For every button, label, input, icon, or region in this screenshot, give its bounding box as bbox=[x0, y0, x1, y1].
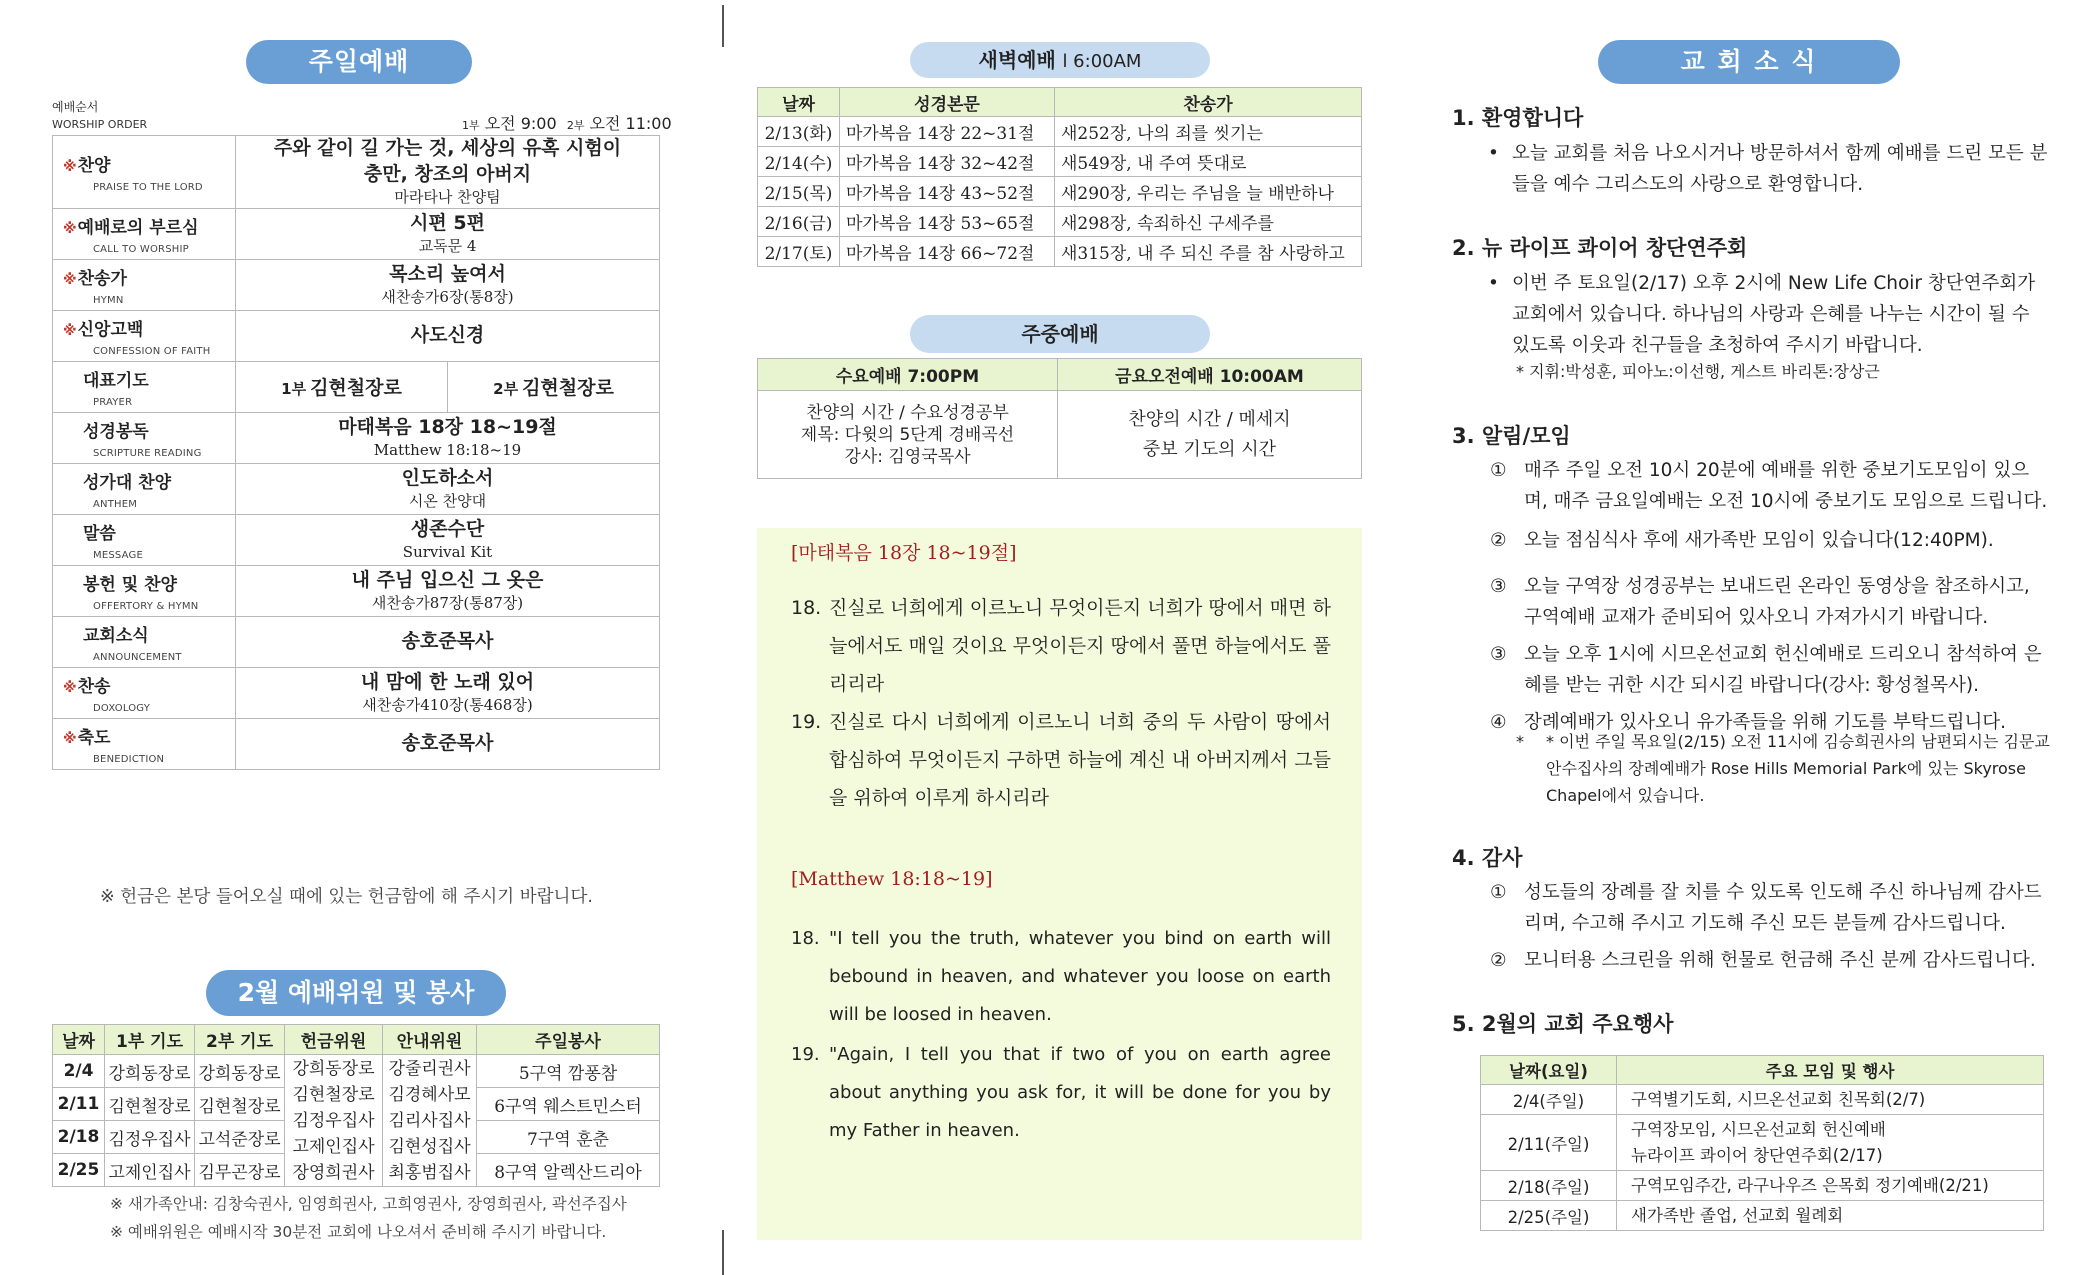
worship-order-table bbox=[52, 135, 660, 770]
worship-item-main: 송호준목사 bbox=[401, 731, 494, 754]
servants-date: 2/11 bbox=[53, 1088, 105, 1121]
prayer-leader: 김현철장로 bbox=[522, 377, 614, 400]
worship-order-row bbox=[53, 412, 660, 463]
worship-item-ko-text: 찬송가 bbox=[77, 268, 127, 289]
time-1: 오전 9:00 bbox=[484, 114, 557, 133]
usher-member: 김리사집사 bbox=[388, 1110, 471, 1131]
time-2: 오전 11:00 bbox=[589, 114, 672, 133]
events-description bbox=[1617, 1085, 2044, 1115]
dawn-passage: 마가복음 14장 53~65절 bbox=[840, 207, 1055, 237]
service-times bbox=[462, 111, 672, 134]
worship-item-label bbox=[53, 412, 236, 463]
servants-sunday-service: 8구역 알렉산드리아 bbox=[477, 1154, 660, 1187]
dawn-date: 2/15(목) bbox=[758, 177, 840, 207]
worship-item-en: CALL TO WORSHIP bbox=[93, 243, 189, 255]
dawn-time: l 6:00AM bbox=[1062, 51, 1142, 72]
standing-mark-icon: ※ bbox=[63, 322, 77, 339]
dawn-header: 찬송가 bbox=[1055, 88, 1362, 117]
worship-item-en: PRAYER bbox=[93, 396, 133, 408]
note-marker: * bbox=[1516, 732, 1524, 751]
worship-item-en: DOXOLOGY bbox=[93, 702, 151, 714]
scripture-ref-en: [Matthew 18:18~19] bbox=[791, 868, 993, 890]
servants-title: 2월 예배위원 및 봉사 bbox=[206, 970, 506, 1016]
list-marker: ① bbox=[1490, 460, 1507, 481]
servants-header: 주일봉사 bbox=[477, 1025, 660, 1055]
offering-member: 강희동장로 bbox=[292, 1058, 375, 1079]
worship-item-label bbox=[53, 667, 236, 718]
news-section-2-note: * 지휘:박성훈, 피아노:이선행, 게스트 바리톤:장상근 bbox=[1516, 362, 1880, 381]
servants-date: 2/18 bbox=[53, 1121, 105, 1154]
order-label-en: WORSHIP ORDER bbox=[52, 118, 148, 131]
worship-item-value bbox=[236, 667, 660, 718]
news-text: 매주 주일 오전 10시 20분에 예배를 위한 중보기도모임이 있으며, 매주 금요일예배는 오전 10시에 중보기도 모임으로 드립니다. bbox=[1524, 460, 2048, 512]
worship-item-en: BENEDICTION bbox=[93, 753, 165, 765]
worship-order-row bbox=[53, 667, 660, 718]
worship-item-ko bbox=[63, 519, 229, 544]
worship-item-label bbox=[53, 463, 236, 514]
offering-note: ※ 헌금은 본당 들어오실 때에 있는 헌금함에 해 주시기 바랍니다. bbox=[100, 887, 593, 907]
worship-order-row bbox=[53, 310, 660, 361]
servants-prayer-1: 김정우집사 bbox=[105, 1121, 195, 1154]
events-header: 주요 모임 및 행사 bbox=[1617, 1056, 2044, 1085]
events-description bbox=[1617, 1201, 2044, 1231]
midweek-fri-line: 중보 기도의 시간 bbox=[1142, 438, 1277, 460]
scripture-ref-ko: [마태복음 18장 18~19절] bbox=[791, 542, 1017, 564]
worship-order-row bbox=[53, 616, 660, 667]
midweek-title: 주중예배 bbox=[910, 315, 1210, 353]
prayer-leader: 김현철장로 bbox=[310, 377, 402, 400]
worship-item-value bbox=[236, 208, 660, 259]
offering-member: 김현철장로 bbox=[292, 1084, 375, 1105]
dawn-date: 2/14(수) bbox=[758, 147, 840, 177]
servants-prayer-1: 김현철장로 bbox=[105, 1088, 195, 1121]
news-note-text: * 이번 주일 목요일(2/15) 오전 11시에 김승희권사의 남편되시는 김문교안수집사의 장례예배가 Rose Hills Memorial Park에 있는 Skyrose Chapel에서 있습니다. bbox=[1546, 732, 2050, 805]
usher-member: 강줄리권사 bbox=[388, 1058, 471, 1079]
news-text: 성도들의 장례를 잘 치를 수 있도록 인도해 주신 하나님께 감사드리며, 수고해 주시고 기도해 주신 모든 분들께 감사드립니다. bbox=[1524, 882, 2042, 934]
dawn-hymn: 새549장, 내 주여 뜻대로 bbox=[1055, 147, 1362, 177]
verse-text: 진실로 다시 너희에게 이르노니 너희 중의 두 사람이 땅에서 합심하여 무엇이든지 구하면 하늘에 계신 내 아버지께서 그들을 위하여 이루게 하시리라 bbox=[829, 711, 1331, 809]
column-divider-left-bottom bbox=[722, 1230, 724, 1275]
worship-item-main: 송호준목사 bbox=[401, 629, 494, 652]
servants-prayer-1: 고제인집사 bbox=[105, 1154, 195, 1187]
servants-table bbox=[52, 1024, 660, 1187]
worship-item-label bbox=[53, 259, 236, 310]
news-section-2-heading: 2. 뉴 라이프 콰이어 창단연주회 bbox=[1452, 236, 1748, 260]
worship-item-ko-text: 찬송 bbox=[77, 676, 111, 697]
worship-item-ko-text: 봉헌 및 찬양 bbox=[83, 574, 177, 595]
worship-item-main: 주와 같이 길 가는 것, 세상의 유혹 시험이 bbox=[273, 137, 622, 159]
dawn-table bbox=[757, 87, 1362, 267]
offering-member: 장영희권사 bbox=[292, 1162, 375, 1183]
worship-item-main: 내 주님 입으신 그 옷은 bbox=[351, 568, 544, 591]
dawn-row bbox=[758, 147, 1362, 177]
worship-item-ko bbox=[63, 621, 229, 646]
usher-member: 김현성집사 bbox=[388, 1136, 471, 1157]
worship-order-row bbox=[53, 565, 660, 616]
servants-header: 1부 기도 bbox=[105, 1025, 195, 1055]
news-text: 모니터용 스크린을 위해 헌물로 헌금해 주신 분께 감사드립니다. bbox=[1524, 950, 2036, 971]
servants-row bbox=[53, 1055, 660, 1088]
news-list-item bbox=[1490, 525, 2050, 556]
standing-mark-icon: ※ bbox=[63, 158, 77, 175]
worship-item-en: HYMN bbox=[93, 294, 124, 306]
dawn-passage: 마가복음 14장 43~52절 bbox=[840, 177, 1055, 207]
midweek-header-wed: 수요예배 7:00PM bbox=[758, 359, 1058, 391]
worship-item-main: 목소리 높여서 bbox=[389, 262, 506, 285]
worship-item-label bbox=[53, 565, 236, 616]
verse-text: "Again, I tell you that if two of you on earth agree about anything you ask for, it will be done for you by my Father in heaven. bbox=[829, 1044, 1331, 1141]
verse-text: "I tell you the truth, whatever you bind on earth will bebound in heaven, and whatever you loose on earth will be loosed in heaven. bbox=[829, 928, 1331, 1025]
events-line: 새가족반 졸업, 선교회 월례회 bbox=[1631, 1205, 1844, 1225]
events-line: 구역장모임, 시므온선교회 헌신예배 bbox=[1631, 1119, 1886, 1139]
events-line: 구역별기도회, 시므온선교회 친목회(2/7) bbox=[1631, 1089, 1926, 1109]
news-list-item bbox=[1490, 455, 2050, 517]
usher-member: 김경혜사모 bbox=[388, 1084, 471, 1105]
worship-item-value bbox=[236, 412, 660, 463]
news-text: 오늘 점심식사 후에 새가족반 모임이 있습니다(12:40PM). bbox=[1524, 530, 1994, 551]
servants-date: 2/4 bbox=[53, 1055, 105, 1088]
events-description bbox=[1617, 1171, 2044, 1201]
midweek-wed-line: 제목: 다윗의 5단계 경배곡선 bbox=[800, 424, 1015, 445]
news-list-item bbox=[1490, 945, 2050, 976]
service-number: 2부 bbox=[493, 380, 519, 399]
worship-item-sub: Matthew 18:18~19 bbox=[373, 441, 522, 460]
verse-number: 19. bbox=[791, 711, 822, 733]
dawn-date: 2/17(토) bbox=[758, 237, 840, 267]
worship-item-label bbox=[53, 310, 236, 361]
worship-item-main: 생존수단 bbox=[410, 517, 485, 540]
news-list-item bbox=[1490, 639, 2050, 701]
standing-mark-icon: ※ bbox=[63, 730, 77, 747]
servants-header: 헌금위원 bbox=[285, 1025, 383, 1055]
worship-order-row bbox=[53, 718, 660, 769]
events-line: 뉴라이프 콰이어 창단연주회(2/17) bbox=[1631, 1145, 1883, 1165]
dawn-passage: 마가복음 14장 66~72절 bbox=[840, 237, 1055, 267]
news-text: 장례예배가 있사오니 유가족들을 위해 기도를 부탁드립니다. bbox=[1524, 712, 2007, 733]
worship-item-label bbox=[53, 361, 236, 412]
worship-item-ko-text: 교회소식 bbox=[83, 625, 149, 646]
worship-item-value bbox=[236, 718, 660, 769]
scripture-verse-ko-18 bbox=[791, 589, 1331, 703]
service-number: 1부 bbox=[281, 380, 307, 399]
worship-item-sub: 새찬송가87장(통87장) bbox=[371, 594, 524, 613]
worship-item-label bbox=[53, 718, 236, 769]
worship-item-main: 마태복음 18장 18~19절 bbox=[338, 415, 557, 438]
news-section-1-heading: 1. 환영합니다 bbox=[1452, 106, 1584, 130]
worship-item-ko bbox=[63, 723, 229, 748]
servants-header: 날짜 bbox=[53, 1025, 105, 1055]
midweek-fri-content bbox=[1058, 391, 1362, 479]
news-section-3-note bbox=[1516, 728, 2056, 809]
worship-item-main: 시편 5편 bbox=[410, 211, 485, 234]
worship-item-sub: 교독문 4 bbox=[418, 237, 477, 256]
list-marker: ③ bbox=[1490, 644, 1507, 665]
worship-item-value bbox=[236, 259, 660, 310]
events-description bbox=[1617, 1115, 2044, 1171]
bullet-icon: • bbox=[1488, 273, 1499, 294]
worship-item-en: CONFESSION OF FAITH bbox=[93, 345, 211, 357]
dawn-hymn: 새290장, 우리는 주님을 늘 배반하나 bbox=[1055, 177, 1362, 207]
servants-prayer-2: 고석준장로 bbox=[195, 1121, 285, 1154]
worship-item-en: MESSAGE bbox=[93, 549, 143, 561]
worship-item-ko bbox=[63, 264, 229, 289]
worship-item-label bbox=[53, 208, 236, 259]
worship-item-ko-text: 대표기도 bbox=[83, 370, 149, 391]
midweek-header-fri: 금요오전예배 10:00AM bbox=[1058, 359, 1362, 391]
news-list-item bbox=[1490, 571, 2050, 633]
prayer-first-service bbox=[236, 361, 448, 412]
worship-item-ko bbox=[63, 417, 229, 442]
worship-item-ko bbox=[63, 570, 229, 595]
list-marker: ③ bbox=[1490, 576, 1507, 597]
events-table bbox=[1480, 1055, 2044, 1231]
dawn-title-text: 새벽예배 bbox=[978, 48, 1056, 72]
servants-note-1: ※ 새가족안내: 김창숙권사, 임영희권사, 고희영권사, 장영희권사, 곽선주집사 bbox=[110, 1195, 627, 1213]
worship-item-ko bbox=[63, 213, 229, 238]
worship-order-row bbox=[53, 514, 660, 565]
verse-number: 18. bbox=[791, 597, 822, 619]
worship-item-en: PRAISE TO THE LORD bbox=[93, 181, 203, 193]
verse-text: 진실로 너희에게 이르노니 무엇이든지 너희가 땅에서 매면 하늘에서도 매일 것이요 무엇이든지 땅에서 풀면 하늘에서도 풀리리라 bbox=[829, 597, 1331, 695]
verse-number: 19. bbox=[791, 1044, 820, 1065]
news-text: 오늘 오후 1시에 시므온선교회 헌신예배로 드리오니 참석하여 은혜를 받는 귀한 시간 되시길 바랍니다(강사: 황성철목사). bbox=[1524, 644, 2042, 696]
list-marker: ④ bbox=[1490, 712, 1507, 733]
dawn-date: 2/16(금) bbox=[758, 207, 840, 237]
usher-committee bbox=[383, 1055, 477, 1187]
dawn-hymn: 새315장, 내 주 되신 주를 참 사랑하고 bbox=[1055, 237, 1362, 267]
worship-item-ko-text: 말씀 bbox=[83, 523, 116, 544]
news-section-2-body bbox=[1488, 268, 2048, 361]
news-title: 교 회 소 식 bbox=[1598, 40, 1900, 84]
servants-sunday-service: 5구역 깜퐁참 bbox=[477, 1055, 660, 1088]
midweek-fri-line: 찬양의 시간 / 메세지 bbox=[1128, 408, 1291, 430]
events-row bbox=[1481, 1115, 2044, 1171]
events-date: 2/11(주일) bbox=[1481, 1115, 1617, 1171]
list-marker: ② bbox=[1490, 950, 1507, 971]
dawn-header: 성경본문 bbox=[840, 88, 1055, 117]
list-marker: ① bbox=[1490, 882, 1507, 903]
news-text: 이번 주 토요일(2/17) 오후 2시에 New Life Choir 창단연주회가 교회에서 있습니다. 하나님의 사랑과 은혜를 나누는 시간이 될 수 있도록 이웃과 친구들을 초청하여 주시기 바랍니다. bbox=[1512, 273, 2036, 356]
servants-header: 2부 기도 bbox=[195, 1025, 285, 1055]
servants-prayer-1: 강희동장로 bbox=[105, 1055, 195, 1088]
prayer-second-service bbox=[448, 361, 660, 412]
events-date: 2/18(주일) bbox=[1481, 1171, 1617, 1201]
worship-item-ko-text: 예배로의 부르심 bbox=[77, 217, 199, 238]
worship-item-sub: Survival Kit bbox=[402, 543, 493, 562]
news-section-4-heading: 4. 감사 bbox=[1452, 846, 1523, 870]
midweek-wed-line: 강사: 김영국목사 bbox=[844, 446, 971, 467]
verse-number: 18. bbox=[791, 928, 820, 949]
servants-prayer-2: 강희동장로 bbox=[195, 1055, 285, 1088]
worship-item-main: 인도하소서 bbox=[401, 466, 494, 489]
worship-item-sub: 새찬송가410장(통468장) bbox=[362, 696, 533, 715]
worship-item-ko bbox=[63, 315, 229, 340]
events-date: 2/25(주일) bbox=[1481, 1201, 1617, 1231]
worship-item-sub: 마라타나 찬양팀 bbox=[394, 188, 501, 207]
events-date: 2/4(주일) bbox=[1481, 1085, 1617, 1115]
order-label-ko: 예배순서 bbox=[52, 100, 99, 114]
standing-mark-icon: ※ bbox=[63, 679, 77, 696]
column-divider-left bbox=[722, 5, 724, 47]
usher-member: 최홍범집사 bbox=[388, 1162, 471, 1183]
worship-order-row bbox=[53, 361, 660, 412]
bullet-icon: • bbox=[1488, 143, 1499, 164]
worship-item-value bbox=[236, 616, 660, 667]
dawn-passage: 마가복음 14장 32~42절 bbox=[840, 147, 1055, 177]
worship-item-ko-text: 축도 bbox=[77, 727, 111, 748]
news-text: 오늘 교회를 처음 나오시거나 방문하셔서 함께 예배를 드린 모든 분들을 예수 그리스도의 사랑으로 환영합니다. bbox=[1512, 143, 2048, 195]
servants-date: 2/25 bbox=[53, 1154, 105, 1187]
worship-item-ko bbox=[63, 672, 229, 697]
worship-order-row bbox=[53, 463, 660, 514]
events-row bbox=[1481, 1201, 2044, 1231]
worship-order-row bbox=[53, 136, 660, 209]
servants-prayer-2: 김현철장로 bbox=[195, 1088, 285, 1121]
news-section-1-body bbox=[1488, 138, 2048, 200]
dawn-date: 2/13(화) bbox=[758, 117, 840, 147]
worship-order-row bbox=[53, 208, 660, 259]
worship-item-label bbox=[53, 616, 236, 667]
servants-sunday-service: 7구역 훈춘 bbox=[477, 1121, 660, 1154]
time-1-label: 1부 bbox=[462, 119, 480, 132]
worship-item-value bbox=[236, 310, 660, 361]
worship-item-sub: 새찬송가6장(통8장) bbox=[381, 288, 514, 307]
worship-item-ko-text: 신앙고백 bbox=[77, 319, 144, 340]
dawn-hymn: 새252장, 나의 죄를 씻기는 bbox=[1055, 117, 1362, 147]
events-row bbox=[1481, 1171, 2044, 1201]
worship-item-main: 사도신경 bbox=[410, 323, 485, 346]
worship-item-en: ANNOUNCEMENT bbox=[93, 651, 182, 663]
news-list-item bbox=[1490, 877, 2050, 939]
worship-item-label bbox=[53, 136, 236, 209]
worship-item-ko bbox=[63, 366, 229, 391]
worship-item-en: SCRIPTURE READING bbox=[93, 447, 202, 459]
dawn-title bbox=[910, 42, 1210, 78]
worship-item-en: ANTHEM bbox=[93, 498, 138, 510]
servants-sunday-service: 6구역 웨스트민스터 bbox=[477, 1088, 660, 1121]
events-line: 구역모임주간, 라구나우즈 은목회 정기예배(2/21) bbox=[1631, 1175, 1989, 1195]
worship-item-main-cont: 충만, 창조의 아버지 bbox=[363, 162, 532, 185]
news-section-5-heading: 5. 2월의 교회 주요행사 bbox=[1452, 1012, 1674, 1036]
dawn-row bbox=[758, 237, 1362, 267]
dawn-row bbox=[758, 117, 1362, 147]
worship-item-value bbox=[236, 514, 660, 565]
standing-mark-icon: ※ bbox=[63, 220, 77, 237]
offering-member: 고제인집사 bbox=[292, 1136, 375, 1157]
dawn-row bbox=[758, 207, 1362, 237]
midweek-table bbox=[757, 358, 1362, 479]
servants-prayer-2: 김무곤장로 bbox=[195, 1154, 285, 1187]
events-header: 날짜(요일) bbox=[1481, 1056, 1617, 1085]
midweek-wed-line: 찬양의 시간 / 수요성경공부 bbox=[806, 402, 1009, 423]
worship-item-value bbox=[236, 565, 660, 616]
events-row bbox=[1481, 1085, 2044, 1115]
worship-item-value bbox=[236, 463, 660, 514]
scripture-verse-en-19 bbox=[791, 1036, 1331, 1150]
scripture-verse-en-18 bbox=[791, 920, 1331, 1034]
midweek-wed-content bbox=[758, 391, 1058, 479]
dawn-passage: 마가복음 14장 22~31절 bbox=[840, 117, 1055, 147]
dawn-row bbox=[758, 177, 1362, 207]
worship-order-row bbox=[53, 259, 660, 310]
worship-item-ko-text: 찬양 bbox=[77, 155, 111, 176]
dawn-hymn: 새298장, 속죄하신 구세주를 bbox=[1055, 207, 1362, 237]
worship-item-sub: 시온 찬양대 bbox=[408, 492, 487, 511]
sunday-worship-title: 주일예배 bbox=[246, 40, 472, 84]
list-marker: ② bbox=[1490, 530, 1507, 551]
worship-item-ko-text: 성경봉독 bbox=[83, 421, 149, 442]
worship-item-ko bbox=[63, 468, 229, 493]
servants-header: 안내위원 bbox=[383, 1025, 477, 1055]
worship-item-en: OFFERTORY & HYMN bbox=[93, 600, 199, 612]
news-text: 오늘 구역장 성경공부는 보내드린 온라인 동영상을 참조하시고, 구역예배 교재가 준비되어 있사오니 가져가시기 바랍니다. bbox=[1524, 576, 2030, 628]
time-2-label: 2부 bbox=[566, 119, 585, 132]
worship-item-ko-text: 성가대 찬양 bbox=[83, 472, 172, 493]
dawn-header: 날짜 bbox=[758, 88, 840, 117]
worship-item-value bbox=[236, 136, 660, 209]
worship-item-label bbox=[53, 514, 236, 565]
offering-committee bbox=[285, 1055, 383, 1187]
news-section-3-heading: 3. 알림/모임 bbox=[1452, 424, 1571, 448]
servants-note-2: ※ 예배위원은 예배시작 30분전 교회에 나오셔서 준비해 주시기 바랍니다. bbox=[110, 1223, 607, 1241]
standing-mark-icon: ※ bbox=[63, 271, 77, 288]
worship-item-ko bbox=[63, 151, 229, 176]
offering-member: 김정우집사 bbox=[292, 1110, 375, 1131]
worship-item-main: 내 맘에 한 노래 있어 bbox=[360, 670, 535, 693]
scripture-verse-ko-19 bbox=[791, 703, 1331, 817]
